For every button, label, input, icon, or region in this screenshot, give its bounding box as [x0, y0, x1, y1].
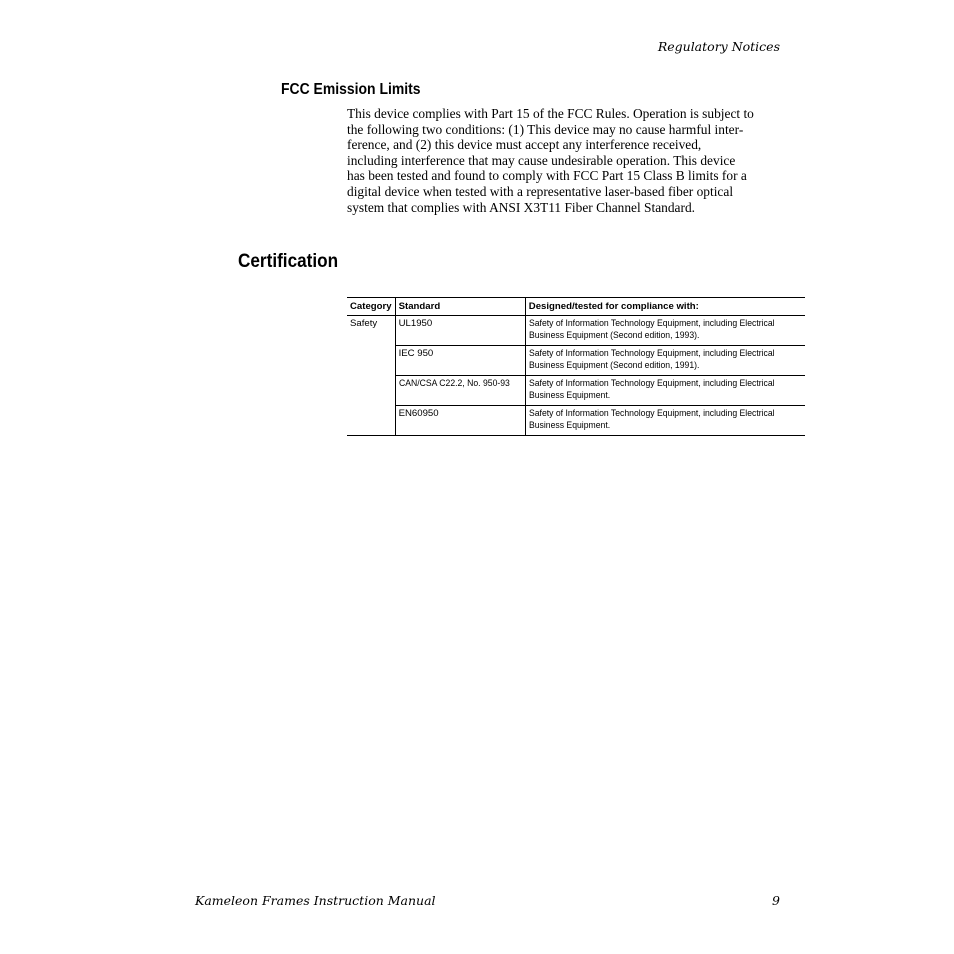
table-header-row [347, 298, 805, 316]
compliance-cell [525, 316, 804, 346]
compliance-line-2: Business Equipment (Second edition, 1993). [528, 330, 700, 341]
running-header: Regulatory Notices [657, 39, 780, 54]
header-category: Category [347, 298, 395, 316]
compliance-line-1: Safety of Information Technology Equipment, including Electrical [528, 318, 775, 329]
fcc-paragraph-line: This device complies with Part 15 of the FCC Rules. Operation is subject to [347, 106, 754, 121]
standard-cell [395, 376, 525, 406]
fcc-paragraph-line: has been tested and found to comply with FCC Part 15 Class B limits for a [347, 168, 747, 184]
table-row [347, 316, 805, 346]
table-row [347, 406, 805, 436]
category-cell [347, 316, 395, 436]
compliance-line-2: Business Equipment. [528, 390, 610, 401]
fcc-section-heading: FCC Emission Limits [281, 81, 421, 98]
table-row [347, 346, 805, 376]
certification-table [347, 297, 805, 436]
certification-heading: Certification [238, 250, 339, 272]
page-number: 9 [772, 893, 780, 908]
compliance-line-2: Business Equipment (Second edition, 1991). [528, 360, 700, 371]
compliance-line-2: Business Equipment. [528, 420, 610, 431]
table-row [347, 376, 805, 406]
fcc-paragraph [347, 106, 783, 215]
compliance-cell [525, 376, 804, 406]
fcc-paragraph-line: digital device when tested with a representative laser-based fiber optical [347, 183, 734, 199]
compliance-line-1: Safety of Information Technology Equipment, including Electrical [528, 408, 775, 419]
fcc-paragraph-line: including interference that may cause undesirable operation. This device [347, 152, 736, 168]
compliance-cell [525, 346, 804, 376]
header-compliance: Designed/tested for compliance with: [525, 298, 804, 316]
compliance-cell [525, 406, 804, 436]
fcc-paragraph-line: the following two conditions: (1) This device may no cause harmful inter- [347, 121, 744, 137]
footer-manual-title: Kameleon Frames Instruction Manual [195, 893, 436, 908]
fcc-paragraph-line: ference, and (2) this device must accept any interference received, [347, 137, 702, 153]
standard-cell: IEC 950 [395, 346, 525, 376]
standard-cell: EN60950 [395, 406, 525, 436]
compliance-line-1: Safety of Information Technology Equipment, including Electrical [528, 348, 775, 359]
compliance-line-1: Safety of Information Technology Equipment, including Electrical [528, 378, 775, 389]
header-standard: Standard [395, 298, 525, 316]
standard-value: CAN/CSA C22.2, No. 950-93 [398, 378, 510, 389]
standard-cell: UL1950 [395, 316, 525, 346]
category-value: Safety [350, 318, 378, 329]
fcc-paragraph-line: system that complies with ANSI X3T11 Fiber Channel Standard. [347, 199, 695, 215]
